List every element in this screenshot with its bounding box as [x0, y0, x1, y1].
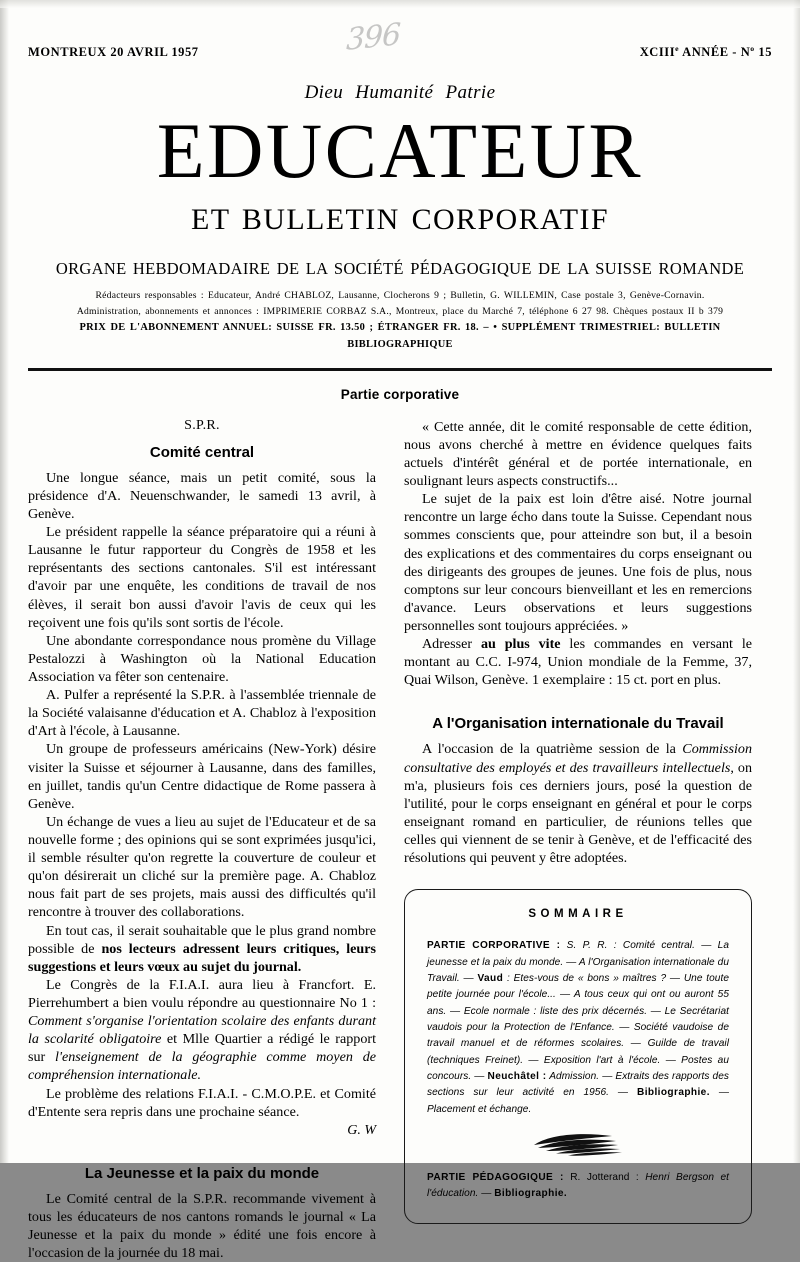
credits-subscription-price: PRIX DE L'ABONNEMENT ANNUEL: SUISSE FR. 13.50 ; ÉTRANGER FR. 18. – • SUPPLÉMENT TRIMESTRIEL: BULLETIN BIBLIOGRAPHIQUE	[79, 322, 721, 350]
credits-editors: Rédacteurs responsables : Educateur, André CHABLOZ, Lausanne, Clocherons 9 ; Bulletin, G. WILLEMIN, Case postale 3, Genève-Cornavin.	[95, 290, 705, 302]
paragraph: Le Comité central de la S.P.R. recommande vivement à tous les éducateurs de nos cantons romands le journal « La Jeunesse et la paix du monde » édité une fois encore à l'occasion de la journée du 18 mai.	[28, 1190, 376, 1262]
article-kicker-spr: S.P.R.	[184, 417, 220, 433]
volume-ordinal-suffix: e	[675, 44, 680, 53]
text-run: et Mlle Quartier a rédigé le rapport sur	[28, 1031, 376, 1066]
article-title-jeunesse-paix: La Jeunesse et la paix du monde	[84, 1164, 320, 1182]
masthead-credits	[28, 288, 772, 354]
publication-organ-line: ORGANE HEBDOMADAIRE DE LA SOCIÉTÉ PÉDAGOGIQUE DE LA SUISSE ROMANDE	[55, 259, 745, 279]
sommaire-label-pedagogique: PARTIE PÉDAGOGIQUE :	[427, 1171, 564, 1183]
paragraph-with-emphasis	[28, 922, 376, 976]
text-run: — Placement et échange.	[427, 1087, 729, 1115]
publication-title: EDUCATEUR	[156, 107, 644, 195]
two-column-layout	[28, 418, 772, 1262]
annee-label: ANNÉE - N	[679, 45, 751, 60]
italic-run-questionnaire: Comment s'organise l'orientation scolaire des enfants durant la scolarité obligatoire	[28, 1013, 376, 1048]
paragraph: Le président rappelle la séance préparatoire qui a réuni à Lausanne le futur rapporteur du Congrès de 1958 et les représentants des sections cantonales. S'il est intéressant d'avoir par une enquête, les conditions de travail de nos élèves, il serait bon aussi d'avoir l'avis de ceux qui les reçoivent une fois qu'ils sont sortis de l'école.	[28, 524, 376, 631]
sommaire-label-vaud: Vaud	[477, 972, 504, 984]
text-run: En tout cas, il serait souhaitable que le plus grand nombre possible de	[28, 922, 376, 957]
italic-run-report: l'enseignement de la géographie comme moyen de compréhension internationale.	[28, 1049, 377, 1084]
publication-place-date: MONTREUX 20 AVRIL 1957	[28, 45, 199, 60]
italic-run-commission: Commission consultative des employés et des travailleurs intellectuels	[404, 741, 752, 776]
text-run: : Etes-vous de « bons » maîtres ? — Une toute petite journée pour l'école... — A tous ceux qui ont ou auront 55 ans. — Ecole normale : liste des prix décernés. — Le Secrétariat vaudois pour la Protection de l'Enfance. — Société vaudoise de travail manuel et de réformes scolaires. — Guilde de travail (techniques Freinet). — Exposition l'art à l'école. — Postes au concours. —	[427, 972, 729, 1082]
article-title-comite-central: Comité central	[149, 443, 255, 461]
masthead-divider-rule	[28, 368, 772, 371]
article-title-oit: A l'Organisation internationale du Travail	[432, 715, 724, 733]
right-column	[404, 418, 752, 1262]
sommaire-label-bibliographie: Bibliographie.	[637, 1087, 710, 1099]
text-run: Le Congrès de la F.I.A.I. aura lieu à Francfort. E. Pierrehumbert a bien voulu répondre au questionnaire No 1 :	[28, 976, 376, 1011]
credits-administration: Administration, abonnements et annonces : IMPRIMERIE CORBAZ S.A., Montreux, place du Marché 7, téléphone 6 27 98. Chèques postaux II b 379	[76, 305, 724, 317]
masthead-topline	[28, 0, 772, 60]
paragraph-with-italics	[28, 976, 376, 1085]
paragraph: Un échange de vues a lieu au sujet de l'Educateur et de sa nouvelle forme ; des opinions qui se sont exprimées jusqu'ici, il semble résulter qu'on regrette la couverture de couleur et qu'on désirerait un cliché sur la première page. A. Chabloz nous fait part de ses projets, mais aussi des difficultés qu'il rencontre à trouver des collaborations.	[28, 813, 376, 921]
paragraph-with-emphasis	[404, 635, 752, 689]
paragraph: Le problème des relations F.I.A.I. - C.M.O.P.E. et Comité d'Entente sera repris dans une prochaine séance.	[28, 1085, 376, 1120]
text-run: Adresser	[422, 636, 481, 653]
sommaire-label-corporative: PARTIE CORPORATIVE :	[427, 940, 561, 952]
publication-motto: Dieu Humanité Patrie	[304, 82, 496, 104]
paragraph: Une abondante correspondance nous promène du Village Pestalozzi à Washington où la National Education Association va fêter son centenaire.	[28, 632, 376, 685]
left-column	[28, 418, 376, 1262]
italic-run-article-title: Henri Bergson et l'éducation.	[427, 1171, 729, 1200]
emphasis-bold-run: nos lecteurs adressent leurs critiques, leurs suggestions et leurs vœux au sujet du journal.	[28, 940, 376, 975]
text-run: , on m'a, plusieurs fois ces derniers jours, posé la question de l'utilité, pour le corps enseignant en général et pour le corps enseignant romand en particulier, de réunions telles que celles qui viennent de se tenir à Genève, et de l'efficacité des résolutions qui peuvent y être adoptées.	[404, 759, 752, 867]
sommaire-label-neuchatel: Neuchâtel :	[487, 1070, 547, 1082]
sommaire-title: SOMMAIRE	[528, 908, 628, 921]
volume-roman: XCIII	[639, 45, 676, 60]
wing-flourish-ornament	[530, 1132, 626, 1158]
emphasis-bold-run: au plus vite	[480, 636, 561, 653]
sommaire-partie-corporative	[427, 938, 729, 1118]
text-run: —	[478, 1188, 495, 1200]
paragraph: Le sujet de la paix est loin d'être aisé. Notre journal rencontre un large écho dans toute la Suisse. Cependant nous sommes conscients que, pour atteindre son but, il a besoin des explications et des commentaires du corps enseignant ou des dirigeants des groupes de jeunes. Une fois de plus, nous comptons sur leur concours bienveillant et les en remercions d'avance. Leurs observations et leurs suggestions personnelles sont toujours appréciées. »	[404, 491, 752, 634]
article-signature: G. W	[347, 1122, 376, 1138]
text-run: S. P. R. : Comité central. — La jeunesse et la paix du monde. — A l'Organisation internationale du Travail. —	[427, 940, 729, 984]
text-run-author: R. Jotterand :	[563, 1171, 646, 1183]
paragraph-with-italics	[404, 740, 752, 867]
paragraph: Un groupe de professeurs américains (New-York) désire visiter la Suisse et séjourner à Lausanne, dans des familles, en juillet, tandis qu'un Centre didactique de Rome passera à Genève.	[28, 741, 376, 812]
text-run: A l'occasion de la quatrième session de la	[422, 741, 683, 758]
section-heading-partie-corporative: Partie corporative	[340, 386, 460, 402]
paragraph: « Cette année, dit le comité responsable de cette édition, nous avons cherché à mettre en évidence quelques faits actuels d'intérêt général et de portée internationale, en soulignant leurs aspects constructifs...	[404, 418, 752, 490]
paragraph: Une longue séance, mais un petit comité, sous la présidence d'A. Neuenschwander, le samedi 13 avril, à Genève.	[28, 469, 376, 522]
sommaire-label-bibliographie-2: Bibliographie.	[494, 1188, 568, 1200]
numero-ordinal-suffix: o	[750, 44, 755, 53]
publication-subtitle: ET BULLETIN CORPORATIF	[191, 203, 609, 237]
sommaire-box	[404, 889, 752, 1223]
text-run: les commandes en versant le montant au C.C. I-974, Union mondiale de la Femme, 37, Quai Wilson, Genève. 1 exemplaire : 15 ct. port en plus.	[404, 636, 752, 689]
issue-number: 15	[754, 45, 772, 60]
sommaire-partie-pedagogique	[427, 1170, 729, 1203]
handwritten-page-annotation: 396	[345, 17, 401, 58]
paragraph: A. Pulfer a représenté la S.P.R. à l'assemblée triennale de la Société valaisanne d'éducation et A. Chabloz à l'exposition d'Art à l'école, à Lausanne.	[28, 687, 376, 740]
volume-issue-label	[640, 44, 772, 60]
text-run: Admission. — Extraits des rapports des sections sur leur activité en 1956. —	[427, 1070, 729, 1099]
